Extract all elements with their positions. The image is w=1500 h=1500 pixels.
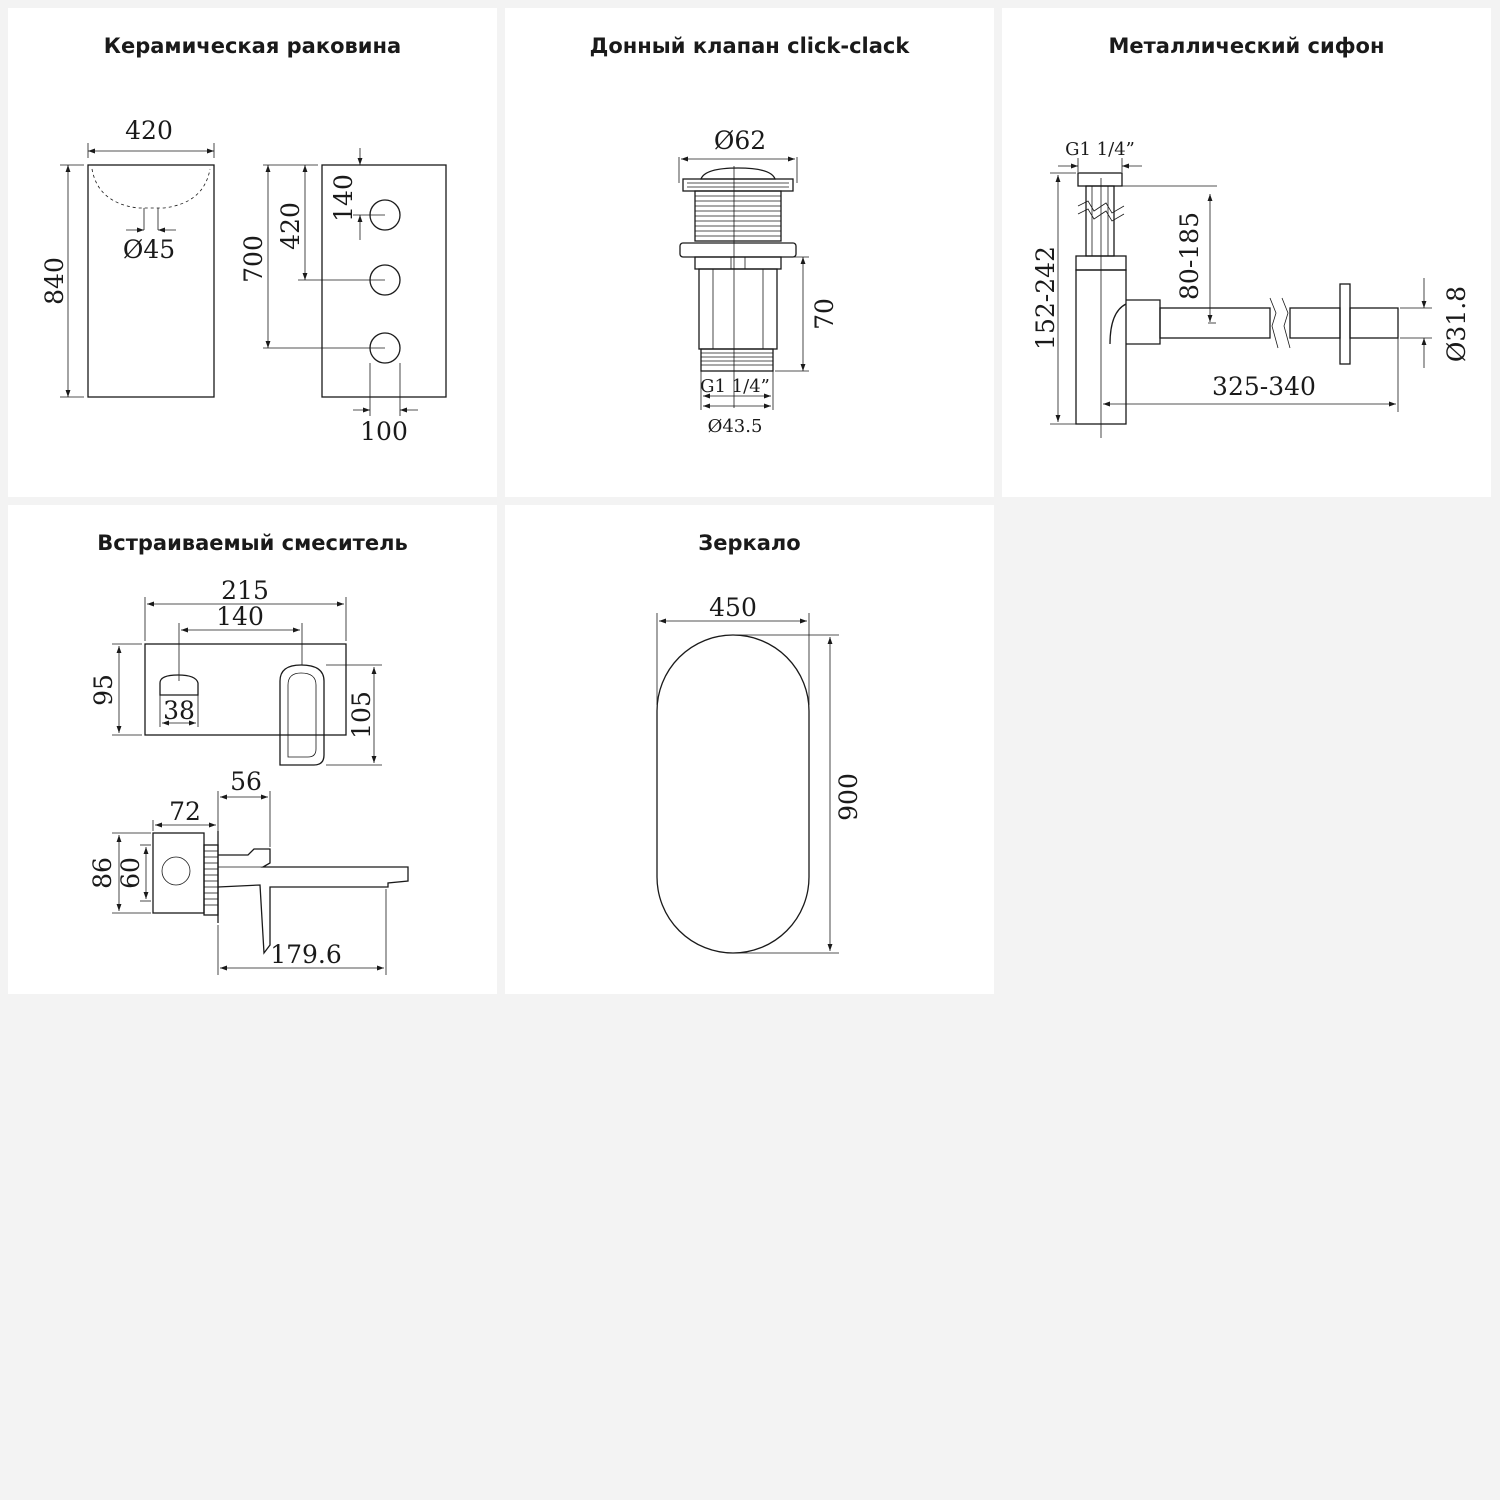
mirror-outline <box>657 635 809 953</box>
valve-body <box>699 269 777 349</box>
panel-title: Донный клапан click-clack <box>589 34 910 58</box>
dim-side-100-label: 100 <box>360 417 408 446</box>
dim-knob-label: 38 <box>163 696 195 725</box>
dim-mixer-reach-label: 179.6 <box>270 940 342 969</box>
dim-spout-height-label: 105 <box>347 691 376 739</box>
dim-siphon-thread-label: G1 1/4” <box>1065 139 1135 160</box>
dim-mirror-height-label: 900 <box>834 773 863 821</box>
dim-valve-thread-label: G1 1/4” <box>700 376 770 397</box>
mirror-drawing <box>505 505 994 994</box>
dim-side-420-label: 420 <box>276 202 305 250</box>
panel-title: Керамическая раковина <box>103 34 402 58</box>
panel-ceramic-sink <box>8 8 497 497</box>
dim-sink-height-label: 840 <box>40 257 69 305</box>
panel-title: Встраиваемый смеситель <box>97 531 408 555</box>
dim-mixer-inner-label: 140 <box>216 602 264 631</box>
dim-mirror-width-label: 450 <box>709 593 757 622</box>
siphon-top-nut <box>1078 173 1122 186</box>
siphon-upper-pipe <box>1086 186 1114 256</box>
sink-drawing <box>8 8 497 497</box>
siphon-outlet <box>1126 300 1160 344</box>
dim-siphon-80-185-label: 80-185 <box>1175 212 1204 300</box>
dim-cap-label: Ø62 <box>713 126 767 155</box>
dim-mixer-depth-label: 56 <box>230 767 262 796</box>
dim-drain-label: Ø45 <box>122 235 176 264</box>
panel-mirror <box>505 505 994 994</box>
dim-mixer-height-label: 95 <box>89 674 118 706</box>
mixer-spout <box>280 665 324 765</box>
dim-mixer-body-label: 72 <box>169 797 201 826</box>
dim-siphon-length-label: 325-340 <box>1212 372 1316 401</box>
valve-drawing <box>505 8 994 497</box>
dim-sink-width-label: 420 <box>125 116 173 145</box>
dim-mixer-60-label: 60 <box>116 857 145 889</box>
sink-front-outline <box>88 165 214 397</box>
dim-valve-diameter-label: Ø43.5 <box>707 416 763 437</box>
dim-valve-height-label: 70 <box>810 298 839 330</box>
dim-siphon-pipe-label: Ø31.8 <box>1442 285 1471 363</box>
sink-bowl-hidden-line <box>92 169 210 208</box>
panel-click-clack-valve <box>505 8 994 497</box>
mixer-side-spout <box>218 849 408 953</box>
panel-title: Зеркало <box>698 531 801 555</box>
valve-flange <box>680 243 796 257</box>
panel-metal-siphon <box>1002 8 1491 497</box>
dim-siphon-height-label: 152-242 <box>1031 246 1060 350</box>
panel-built-in-mixer <box>8 505 497 994</box>
mixer-drawing <box>8 505 497 994</box>
siphon-drawing <box>1002 8 1491 497</box>
panel-title: Металлический сифон <box>1108 34 1385 58</box>
valve-cap <box>701 168 775 179</box>
dim-mixer-86-label: 86 <box>88 857 117 889</box>
mixer-side-body <box>153 833 204 913</box>
dim-mixer-width-label: 215 <box>221 576 269 605</box>
dim-side-140-label: 140 <box>329 174 358 222</box>
siphon-wall-flange <box>1340 284 1350 364</box>
dim-side-700-label: 700 <box>239 235 268 283</box>
valve-thread-lower <box>701 349 773 371</box>
